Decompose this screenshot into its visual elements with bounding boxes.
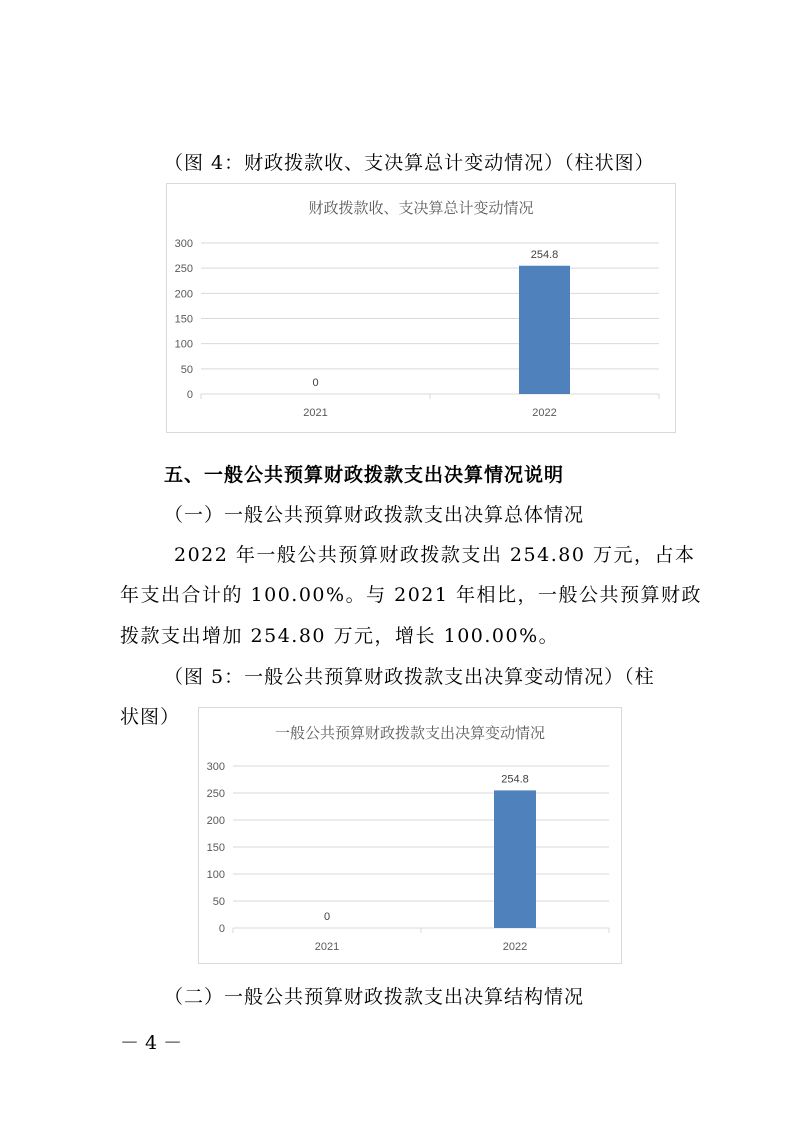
y-tick-label: 200 [206, 815, 225, 827]
chart-title: 一般公共预算财政拨款支出决算变动情况 [274, 724, 546, 742]
y-tick-label: 250 [174, 263, 193, 276]
y-tick-label: 100 [206, 869, 225, 881]
figure-5-caption-line-1: （图 5：一般公共预算财政拨款支出决算变动情况）（柱 [164, 666, 655, 688]
y-tick-label: 300 [174, 238, 193, 250]
data-label: 254.8 [501, 773, 529, 786]
chart-fiscal-total [166, 183, 676, 433]
subheading-structure: （二）一般公共预算财政拨款支出决算结构情况 [164, 986, 585, 1008]
y-tick-label: 300 [206, 761, 225, 773]
data-label: 0 [323, 911, 331, 923]
figure-4-caption: （图 4：财政拨款收、支决算总计变动情况）（柱状图） [164, 152, 655, 174]
paragraph-line-2: 年支出合计的 100.00%。与 2021 年相比，一般公共预算财政 [120, 584, 703, 606]
y-tick-label: 100 [174, 338, 193, 351]
y-tick-label: 50 [212, 896, 225, 908]
figure-5-caption-line-2: 状图） [120, 706, 181, 728]
x-tick-label: 2022 [532, 407, 557, 419]
y-tick-label: 150 [174, 313, 193, 326]
x-tick-label: 2022 [502, 941, 528, 953]
x-tick-label: 2021 [303, 407, 328, 419]
y-tick-label: 250 [206, 788, 225, 800]
paragraph-line-1: 2022 年一般公共预算财政拨款支出 254.80 万元，占本 [174, 544, 696, 566]
chart-title: 财政拨款收、支决算总计变动情况 [308, 199, 534, 217]
section-heading: 五、一般公共预算财政拨款支出决算情况说明 [164, 464, 565, 486]
subheading-overall: （一）一般公共预算财政拨款支出决算总体情况 [164, 504, 585, 526]
chart-general-budget-svg [199, 708, 621, 963]
y-tick-label: 50 [180, 363, 193, 376]
y-tick-label: 150 [206, 842, 225, 854]
chart-fiscal-total-svg [167, 184, 675, 432]
page-number: － 4 － [120, 1032, 183, 1054]
data-label: 254.8 [530, 248, 559, 261]
paragraph-line-3: 拨款支出增加 254.80 万元，增长 100.00%。 [120, 625, 560, 647]
x-tick-label: 2021 [314, 941, 340, 953]
y-tick-label: 200 [174, 288, 193, 301]
bar [494, 790, 536, 928]
chart-general-budget [198, 707, 622, 964]
data-label: 0 [312, 377, 319, 389]
y-tick-label: 0 [186, 389, 193, 401]
bar [519, 266, 570, 394]
y-tick-label: 0 [218, 923, 225, 935]
